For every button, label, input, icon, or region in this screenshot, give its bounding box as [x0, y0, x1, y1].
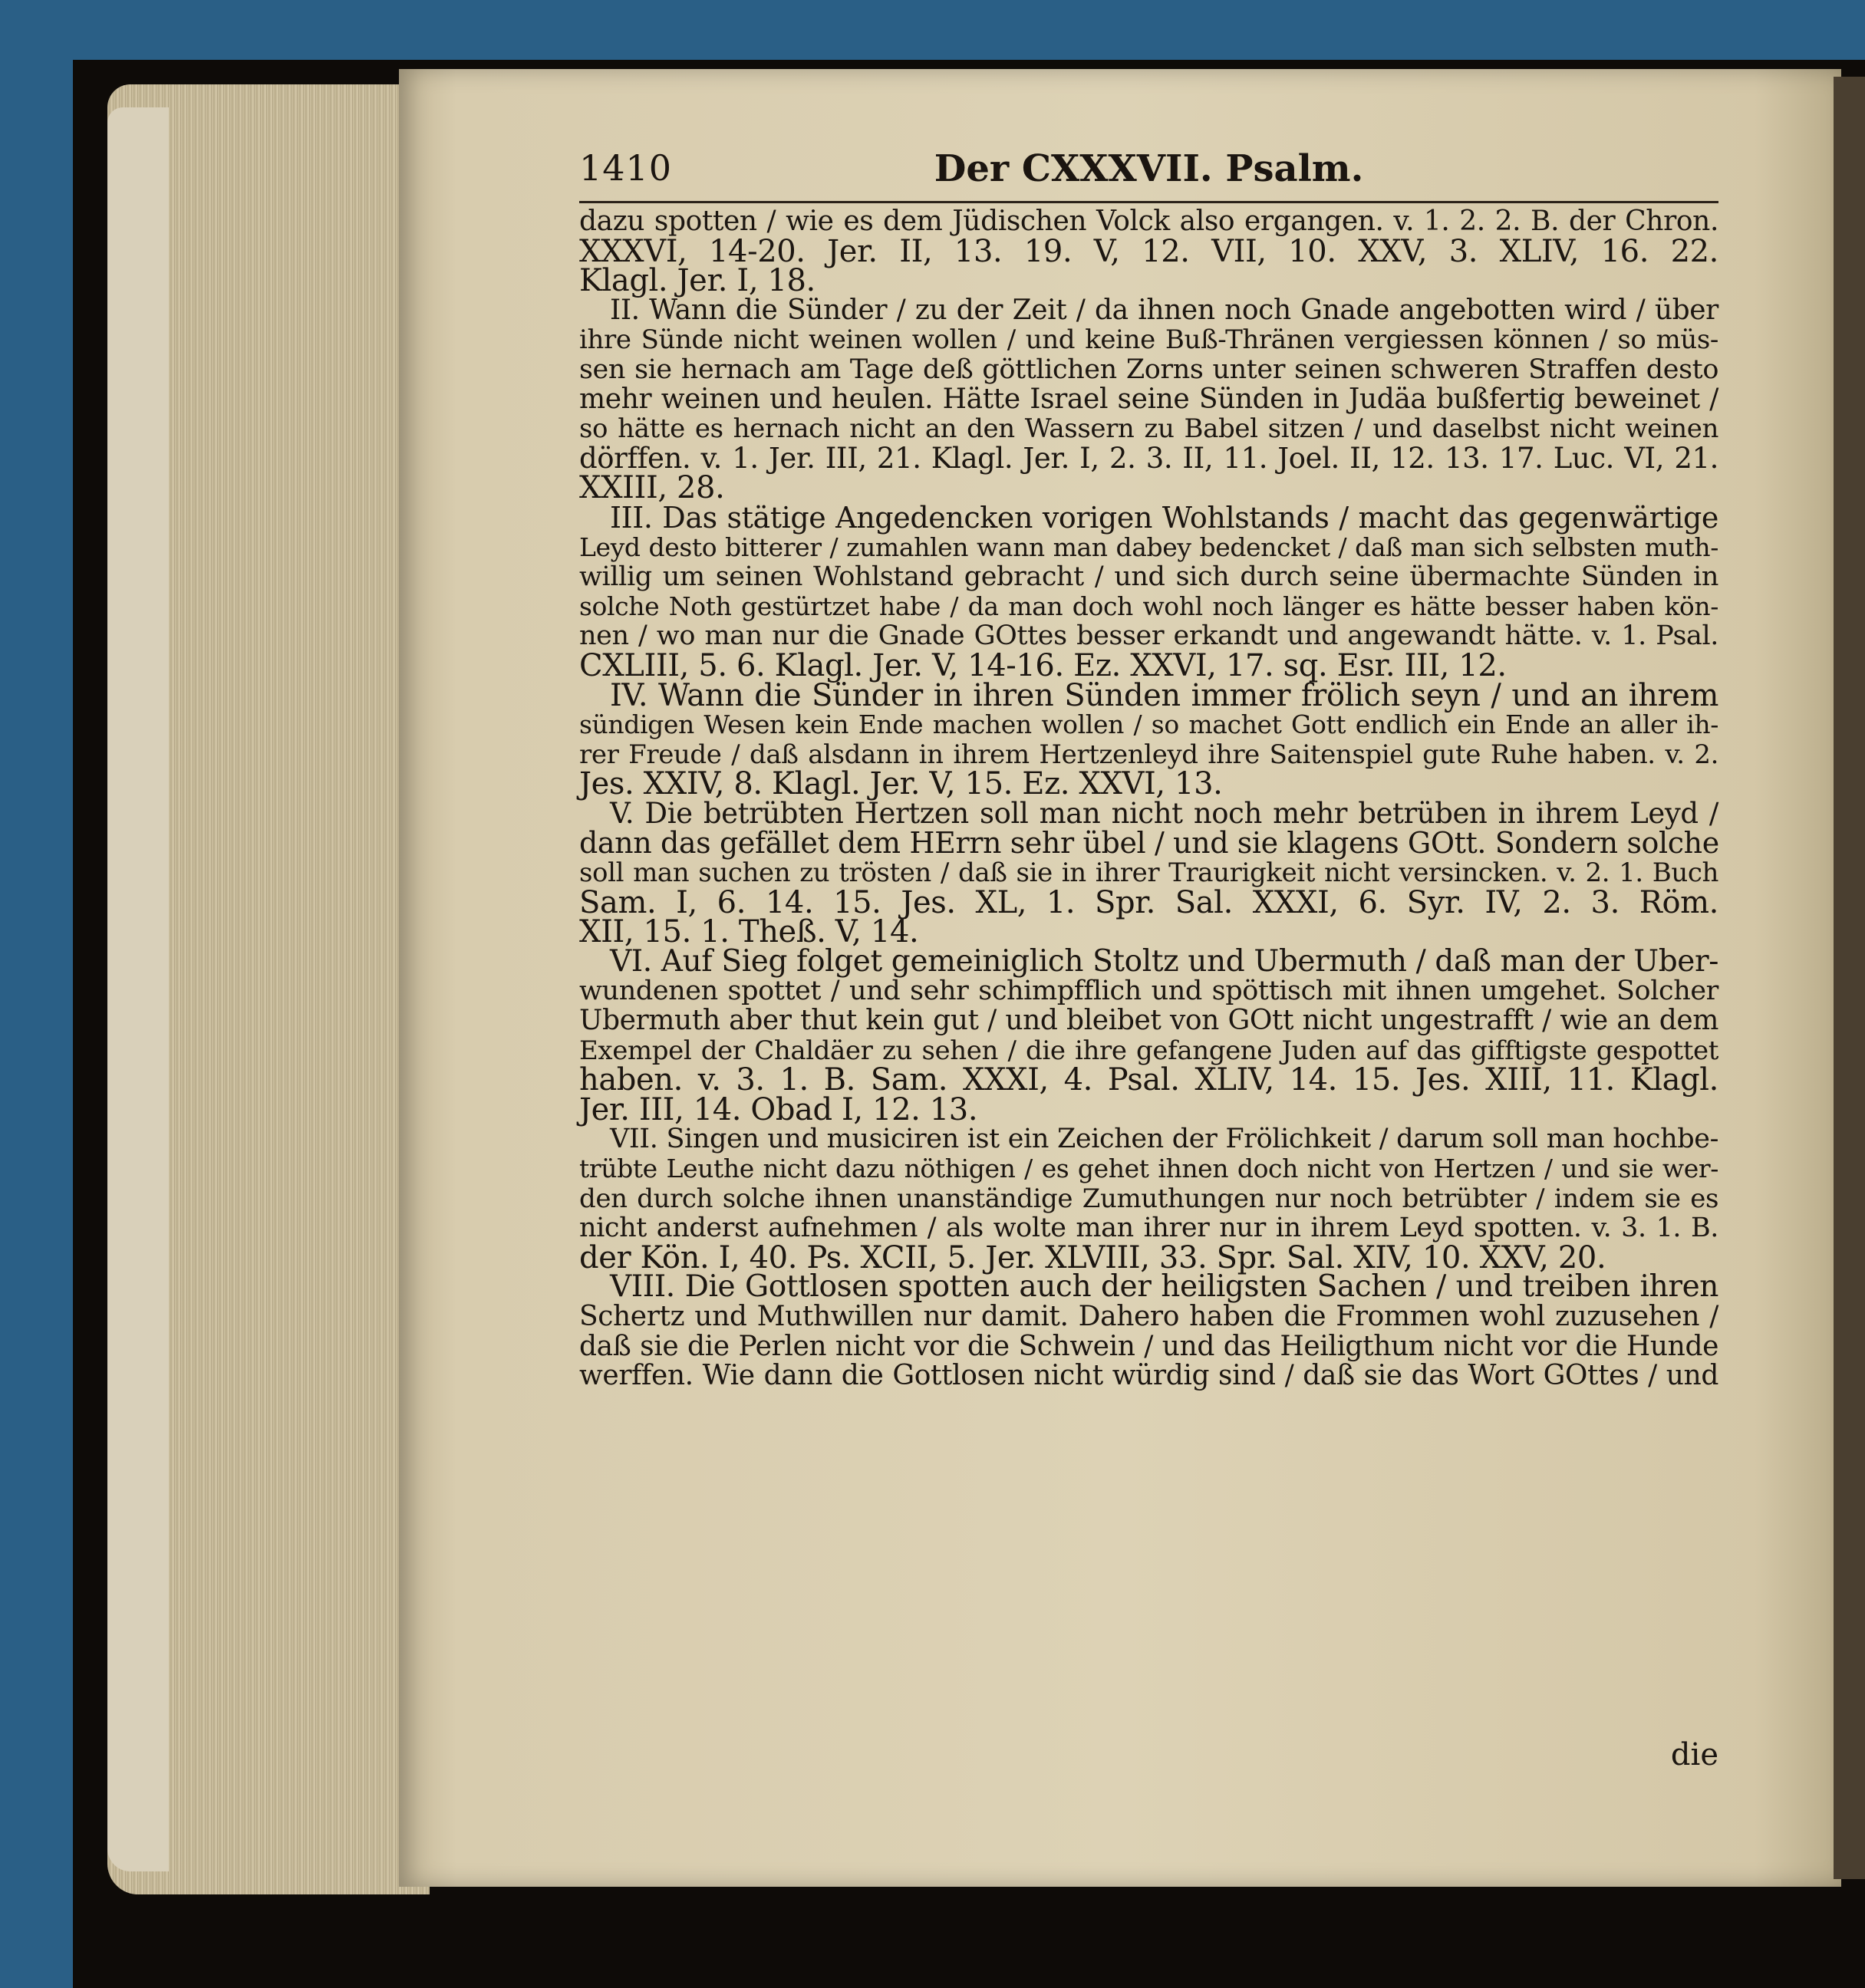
- text-line: XII, 15. 1. Theß. V, 14.: [579, 914, 919, 950]
- text-line: Exempel der Chaldäer zu sehen / die ihre gefangene Juden auf das gifftigste gespottet: [579, 1035, 1718, 1066]
- text-line: VII. Singen und musiciren ist ein Zeichen der Frölichkeit / darum soll man hochbe-: [610, 1124, 1718, 1155]
- text-line: nicht anderst aufnehmen / als wolte man ihrer nur in ihrem Leyd spotten. v. 3. 1. B.: [579, 1213, 1718, 1244]
- page-number: 1410: [579, 147, 673, 189]
- text-line: willig um seinen Wohlstand gebracht / und sich durch seine übermachte Sünden in: [579, 561, 1718, 593]
- text-line: Klagl. Jer. I, 18.: [579, 263, 816, 299]
- text-line: dazu spotten / wie es dem Jüdischen Volck also ergangen. v. 1. 2. 2. B. der Chron.: [579, 206, 1718, 237]
- text-line: solche Noth gestürtzet habe / da man doch wohl noch länger es hätte besser haben kön-: [579, 591, 1718, 621]
- text-line: Ubermuth aber thut kein gut / und bleibet von GOtt nicht ungestrafft / wie an dem: [579, 1005, 1718, 1037]
- header-rule: [579, 201, 1718, 203]
- text-line: Leyd desto bitterer / zumahlen wann man dabey bedencket / daß man sich selbsten muth-: [579, 532, 1718, 562]
- text-line: Jes. XXIV, 8. Klagl. Jer. V, 15. Ez. XXVI, 13.: [579, 766, 1223, 802]
- text-line: Schertz und Muthwillen nur damit. Dahero haben die Frommen wohl zuzusehen /: [579, 1300, 1718, 1332]
- next-page-edge: [1834, 77, 1865, 1879]
- text-line: nen / wo man nur die Gnade GOttes besser erkandt und angewandt hätte. v. 1. Psal.: [579, 620, 1718, 652]
- text-line: Jer. III, 14. Obad I, 12. 13.: [579, 1091, 978, 1127]
- catchword: die: [1670, 1737, 1718, 1772]
- text-line: mehr weinen und heulen. Hätte Israel seine Sünden in Judäa bußfertig beweinet /: [579, 383, 1718, 415]
- text-line: trübte Leuthe nicht dazu nöthigen / es gehet ihnen doch nicht von Hertzen / und sie wer-: [579, 1154, 1718, 1183]
- text-line: sündigen Wesen kein Ende machen wollen / so machet Gott endlich ein Ende an aller ih-: [579, 709, 1718, 740]
- text-line: VIII. Die Gottlosen spotten auch der heiligsten Sachen / und treiben ihren: [610, 1269, 1718, 1305]
- body-text: [579, 207, 1718, 1391]
- text-line: werffen. Wie dann die Gottlosen nicht würdig sind / daß sie das Wort GOttes / und: [579, 1360, 1718, 1392]
- text-line: Sam. I, 6. 14. 15. Jes. XL, 1. Spr. Sal. XXXI, 6. Syr. IV, 2. 3. Röm.: [579, 884, 1718, 920]
- text-line: IV. Wann die Sünder in ihren Sünden immer frölich seyn / und an ihrem: [610, 677, 1718, 713]
- text-line: daß sie die Perlen nicht vor die Schwein / und das Heiligthum nicht vor die Hunde: [579, 1330, 1718, 1362]
- text-line: dann das gefället dem HErrn sehr übel / und sie klagens GOtt. Sondern solche: [579, 826, 1719, 861]
- text-line: XXXVI, 14-20. Jer. II, 13. 19. V, 12. VII, 10. XXV, 3. XLIV, 16. 22.: [579, 233, 1718, 269]
- text-line: III. Das stätige Angedencken vorigen Wohlstands / macht das gegenwärtige: [610, 500, 1718, 535]
- text-line: CXLIII, 5. 6. Klagl. Jer. V, 14-16. Ez. XXVI, 17. sq. Esr. III, 12.: [579, 647, 1507, 683]
- text-line: VI. Auf Sieg folget gemeiniglich Stoltz und Ubermuth / daß man der Uber-: [610, 943, 1718, 979]
- text-line: V. Die betrübten Hertzen soll man nicht noch mehr betrüben in ihrem Leyd /: [610, 796, 1718, 830]
- running-title: Der CXXXVII. Psalm.: [934, 147, 1364, 190]
- text-line: XXIII, 28.: [579, 470, 725, 506]
- text-line: rer Freude / daß alsdann in ihrem Hertzenleyd ihre Saitenspiel gute Ruhe haben. v. 2.: [579, 739, 1718, 770]
- text-line: ihre Sünde nicht weinen wollen / und keine Buß-Thränen vergiessen können / so müs-: [579, 324, 1718, 356]
- text-line: der Kön. I, 40. Ps. XCII, 5. Jer. XLVIII, 33. Spr. Sal. XIV, 10. XXV, 20.: [579, 1239, 1606, 1275]
- text-line: den durch solche ihnen unanständige Zumuthungen nur noch betrübter / indem sie es: [579, 1183, 1718, 1214]
- text-line: soll man suchen zu trösten / daß sie in ihrer Traurigkeit nicht versincken. v. 2. 1. Buch: [579, 857, 1718, 889]
- text-line: sen sie hernach am Tage deß göttlichen Zorns unter seinen schweren Straffen desto: [579, 354, 1718, 385]
- text-line: so hätte es hernach nicht an den Wassern zu Babel sitzen / und daselbst nicht weinen: [579, 413, 1718, 445]
- text-line: haben. v. 3. 1. B. Sam. XXXI, 4. Psal. XLIV, 14. 15. Jes. XIII, 11. Klagl.: [579, 1062, 1718, 1098]
- text-line: II. Wann die Sünder / zu der Zeit / da ihnen noch Gnade angebotten wird / über: [610, 294, 1718, 326]
- page-header: [579, 147, 1718, 201]
- book-cover: [107, 107, 169, 1871]
- text-line: dörffen. v. 1. Jer. III, 21. Klagl. Jer. I, 2. 3. II, 11. Joel. II, 12. 13. 17. Luc. VI, 21.: [579, 441, 1718, 475]
- text-line: wundenen spottet / und sehr schimpfflich und spöttisch mit ihnen umgehet. Solcher: [579, 976, 1718, 1007]
